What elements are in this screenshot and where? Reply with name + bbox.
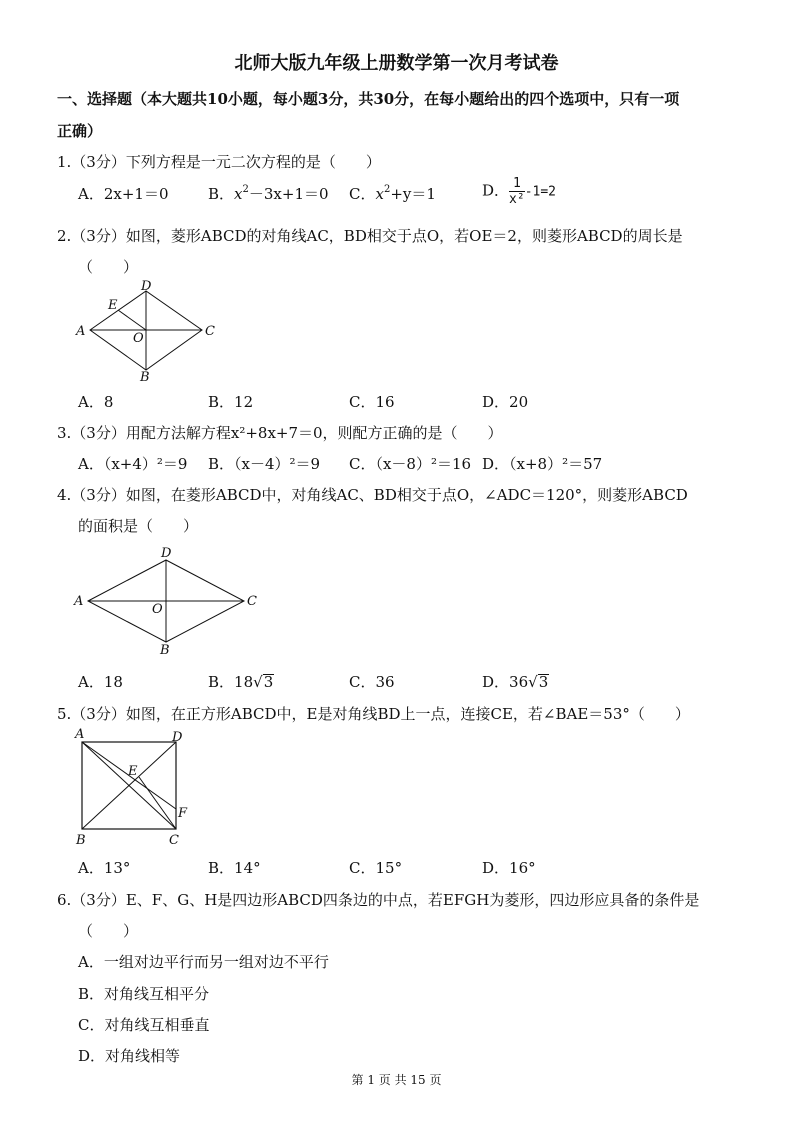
question-6-stem: 6.（3分）E、F、G、H是四边形ABCD四条边的中点，若EFGH为菱形，四边形应具备的条件是 [57,891,700,909]
question-5-option-a: A．13° [78,859,131,877]
question-2-rhombus-figure [70,278,230,383]
label-d: D [172,730,183,745]
question-2-option-c: C．16 [349,393,395,411]
question-5-option-d: D．16° [482,859,536,877]
label-a: A [74,594,84,609]
question-4-option-a: A．18 [78,673,123,691]
question-2-option-d: D．20 [482,393,529,411]
label-b: B [76,833,86,848]
question-1-stem: 1.（3分）下列方程是一元二次方程的是（ ） [57,153,381,171]
section-heading-cont: 正确） [57,122,103,140]
page-title: 北师大版九年级上册数学第一次月考试卷 [234,53,559,74]
question-3-stem: 3.（3分）用配方法解方程x²+8x+7＝0，则配方正确的是（ ） [57,424,503,442]
label-o: O [133,331,144,346]
question-3-option-b: B．（x－4）²＝9 [208,455,321,473]
question-3-option-d: D．（x+8）²＝57 [482,455,603,473]
question-6-option-d: D．对角线相等 [78,1047,181,1065]
label-c: C [169,833,179,848]
label-f: F [178,806,188,821]
label-d: D [141,279,152,294]
question-1-option-b: B．$x^2-3x+1=0$ [208,184,329,203]
segment-oe [118,310,146,330]
question-4-option-b: B．18√3 [208,673,274,691]
label-d: D [161,546,172,561]
question-2-stem: 2.（3分）如图，菱形ABCD的对角线AC，BD相交于点O，若OE＝2，则菱形ABCD的周长是 [57,227,683,245]
question-5-stem: 5.（3分）如图，在正方形ABCD中，E是对角线BD上一点，连接CE，若∠BAE＝53°（ ） [57,705,690,723]
question-1-option-c: C．$x^2+y=1$ [349,184,436,203]
label-o: O [152,602,163,617]
label-c: C [205,324,215,339]
label-b: B [140,370,150,383]
question-6-option-b: B．对角线互相平分 [78,985,210,1003]
question-6-stem-cont: （ ） [78,922,139,940]
question-4-option-d: D．36√3 [482,673,549,691]
question-4-option-c: C．36 [349,673,395,691]
question-3-option-c: C．（x－8）²＝16 [349,455,472,473]
label-e: E [128,764,138,779]
question-1-option-d: D． $\frac{1}{\text{x²}}$ -1=2 [482,176,556,207]
question-2-option-a: A．8 [78,393,114,411]
question-5-option-c: C．15° [349,859,403,877]
label-c: C [247,594,257,609]
question-3-option-a: A．（x+4）²＝9 [78,455,188,473]
question-5-square-figure [70,726,195,851]
segment-ec [139,777,176,829]
label-a: A [75,727,85,742]
question-4-stem-cont: 的面积是（ ） [78,517,199,535]
question-5-option-b: B．14° [208,859,261,877]
section-heading: 一、选择题（本大题共10小题，每小题3分，共30分，在每小题给出的四个选项中，只有一项 [57,90,680,108]
question-2-stem-cont: （ ） [78,258,139,276]
label-a: A [76,324,86,339]
label-e: E [108,298,118,313]
question-4-stem: 4.（3分）如图，在菱形ABCD中，对角线AC、BD相交于点O，∠ADC＝120°，则菱形ABCD [57,486,688,504]
question-4-rhombus-figure [70,542,270,660]
question-6-option-a: A．一组对边平行而另一组对边不平行 [78,953,329,971]
question-2-option-b: B．12 [208,393,254,411]
page-footer: 第 1 页 共 15 页 [351,1073,442,1087]
question-1-option-a: A．2x+1＝0 [78,185,169,203]
label-b: B [160,643,170,658]
question-6-option-c: C．对角线互相垂直 [78,1016,210,1034]
